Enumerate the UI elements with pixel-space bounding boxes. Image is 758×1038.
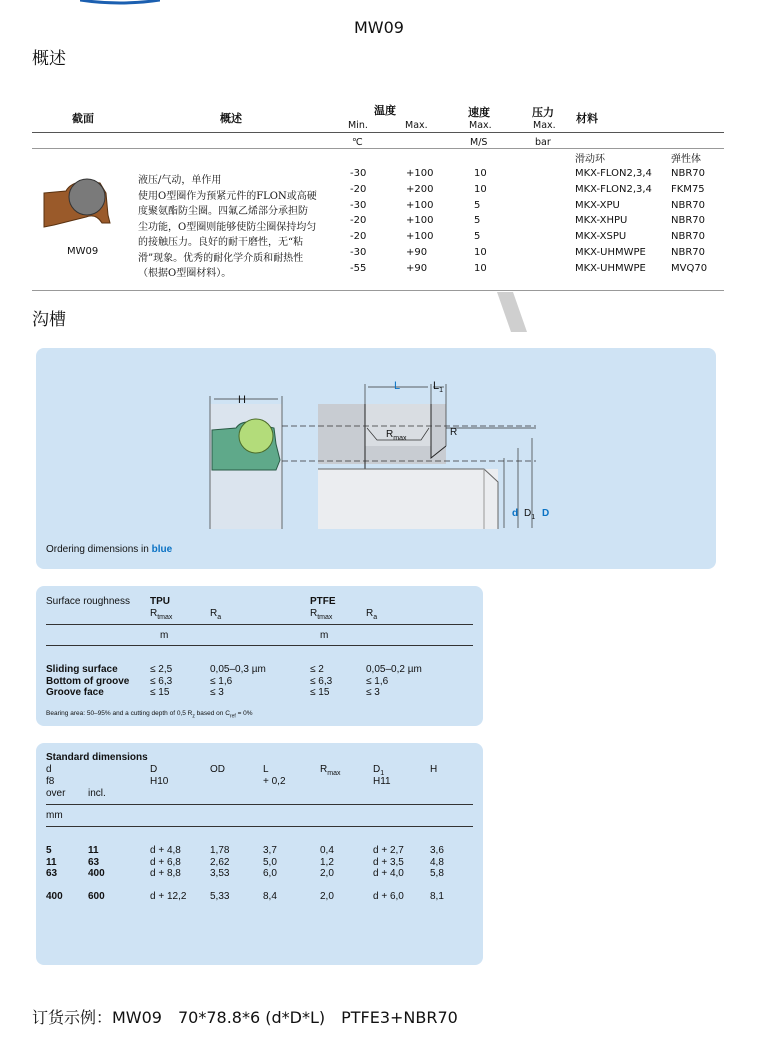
std-rule-1 [46, 804, 473, 805]
std-L: L [263, 764, 269, 775]
description-line: （根据O型圈材料）。 [138, 268, 232, 279]
roughness-cell-tpu_rt: ≤ 6,3 [150, 675, 173, 687]
table-cell-speed: 5 [474, 215, 481, 227]
dim-Rmax-sub: max [393, 435, 407, 442]
table-cell-elast: NBR70 [671, 199, 706, 211]
std-cell-over: 11 [46, 856, 57, 868]
ptfe-rtmax-sub: tmax [317, 614, 333, 621]
roughness-cell-tpu_ra: ≤ 3 [210, 687, 224, 698]
roughness-rule-2 [46, 645, 473, 646]
std-cell-D: d + 12,2 [150, 891, 187, 902]
roughness-note-sub2: ref [229, 713, 236, 720]
std-cell-D: d + 6,8 [150, 856, 181, 868]
groove-diagram [36, 348, 716, 569]
std-unit: mm [46, 810, 63, 821]
tpu-ra-sub: a [217, 614, 222, 621]
col-description: 概述 [220, 112, 242, 125]
dim-H-label: H [238, 394, 246, 406]
roughness-cell-tpu_rt: ≤ 2,5 [150, 664, 173, 675]
dim-R-label: R [450, 427, 458, 438]
std-cell-L: 6,0 [263, 868, 277, 879]
std-Rmax-letter: R [320, 764, 328, 775]
std-incl: incl. [88, 788, 106, 799]
order-example: 订货示例：MW09 70*78.8*6 (d*D*L) PTFE3+NBR70 [32, 1008, 458, 1027]
std-L-tol: + 0,2 [263, 776, 286, 787]
roughness-cell-ptfe_ra: ≤ 1,6 [366, 675, 389, 687]
dim-D1-letter: D [524, 508, 532, 519]
std-cell-R: 0,4 [320, 845, 334, 856]
tpu-ra-letter: R [210, 608, 218, 619]
ptfe-rtmax [310, 608, 332, 621]
col-material: 材料 [576, 112, 598, 125]
col-section: 截面 [72, 112, 94, 125]
std-f8: f8 [46, 776, 55, 787]
tpu-rtmax-letter: R [150, 608, 158, 619]
unit-pressure: bar [535, 137, 551, 148]
table-cell-elast: MVQ70 [671, 262, 708, 274]
std-cell-OD: 3,53 [210, 868, 230, 879]
section-overview-heading: 概述 [32, 49, 66, 69]
description-line: 度聚氨酯防尘圈。四氟乙烯部分承担防 [138, 206, 308, 217]
roughness-cell-tpu_rt: ≤ 15 [150, 687, 170, 698]
std-D: D [150, 764, 158, 775]
col-speed-max: Max. [469, 120, 492, 131]
ptfe-ra-letter: R [366, 608, 374, 619]
table-cell-max: +90 [406, 262, 428, 274]
table-cell-speed: 10 [474, 247, 487, 258]
ptfe-ra-sub: a [373, 614, 378, 621]
tpu-ra [210, 608, 221, 621]
ptfe-ra [366, 608, 377, 621]
table-cell-speed: 5 [474, 199, 481, 211]
description-line: 使用O型圈作为预紧元件的FLON或高硬 [138, 190, 317, 202]
roughness-title: Surface roughness [46, 596, 130, 607]
table-cell-max: +100 [406, 215, 434, 227]
std-D1-letter: D [373, 764, 381, 775]
std-H11: H11 [373, 776, 391, 787]
table-cell-min: -20 [350, 215, 367, 227]
standard-dimensions-panel [36, 743, 483, 965]
page-title: MW09 [354, 18, 404, 37]
roughness-cell-ptfe_rt: ≤ 6,3 [310, 675, 333, 687]
std-H: H [430, 764, 438, 775]
roughness-cell-tpu_ra: 0,05–0,3 µm [210, 664, 266, 675]
std-D1-sub: 1 [380, 770, 385, 777]
description-line: 液压/气动，单作用 [138, 175, 222, 186]
std-cell-H: 8,1 [430, 891, 444, 902]
dim-L1-letter: L [433, 380, 440, 392]
mat-slide-label: 滑动环 [575, 154, 605, 165]
col-temp-max: Max. [405, 120, 428, 131]
std-cell-L: 8,4 [263, 891, 277, 902]
description-line: 尘功能，O型圈则能够使防尘圈保持均匀 [138, 221, 317, 233]
roughness-cell-label: Groove face [46, 687, 104, 698]
table-cell-elast: NBR70 [671, 247, 706, 258]
std-OD: OD [210, 764, 225, 775]
tpu-rtmax [150, 608, 172, 621]
std-cell-OD: 1,78 [210, 845, 230, 856]
table-header-rule [32, 132, 724, 133]
std-cell-D: d + 8,8 [150, 868, 181, 879]
std-cell-over: 400 [46, 891, 63, 902]
table-cell-slide: MKX-UHMWPE [575, 262, 646, 274]
std-cell-R: 2,0 [320, 891, 334, 902]
roughness-cell-ptfe_rt: ≤ 2 [310, 664, 324, 675]
section-groove-heading: 沟槽 [32, 310, 66, 330]
table-cell-elast: NBR70 [671, 231, 706, 243]
table-cell-slide: MKX-FLON2,3,4 [575, 168, 652, 179]
col-temp-min: Min. [348, 120, 368, 131]
unit-speed: M/S [470, 137, 488, 148]
dim-L1-label [433, 380, 443, 394]
std-H10: H10 [150, 776, 169, 787]
col-temperature: 温度 [374, 104, 396, 117]
table-cell-max: +100 [406, 231, 434, 243]
roughness-ptfe: PTFE [310, 596, 336, 607]
std-cell-H: 3,6 [430, 845, 444, 856]
roughness-cell-ptfe_ra: ≤ 3 [366, 687, 380, 698]
roughness-tpu: TPU [150, 596, 170, 607]
table-cell-slide: MKX-XHPU [575, 215, 628, 227]
std-cell-H: 5,8 [430, 868, 444, 879]
description-line: 滑”现象。优秀的耐化学介质和耐热性 [138, 252, 304, 264]
roughness-note-mid: based on C [194, 710, 230, 717]
col-pressure: 压力 [532, 106, 554, 119]
roughness-note [46, 710, 253, 719]
ordering-note [46, 544, 172, 555]
table-cell-max: +90 [406, 247, 428, 258]
table-cell-slide: MKX-FLON2,3,4 [575, 183, 652, 195]
std-cell-OD: 5,33 [210, 891, 230, 902]
profile-drawing [40, 175, 120, 237]
dim-D-label: D [542, 508, 550, 519]
std-cell-incl: 400 [88, 868, 105, 879]
std-cell-L: 3,7 [263, 845, 277, 856]
std-cell-D1: d + 2,7 [373, 845, 404, 856]
dim-Rmax-label [386, 429, 406, 442]
mat-elast-label: 弹性体 [671, 154, 701, 165]
std-cell-D1: d + 4,0 [373, 868, 404, 879]
std-cell-OD: 2,62 [210, 856, 230, 868]
table-cell-speed: 10 [474, 183, 487, 195]
roughness-rule-1 [46, 624, 473, 625]
table-cell-max: +200 [406, 183, 434, 195]
table-unit-rule [32, 148, 724, 149]
std-cell-incl: 11 [88, 845, 99, 856]
dim-L1-sub: 1 [439, 387, 444, 395]
roughness-cell-ptfe_ra: 0,05–0,2 µm [366, 664, 422, 675]
std-cell-D: d + 4,8 [150, 845, 181, 856]
table-cell-min: -30 [350, 168, 367, 179]
std-cell-over: 5 [46, 845, 52, 856]
std-title: Standard dimensions [46, 752, 148, 763]
table-cell-min: -20 [350, 183, 367, 195]
col-speed: 速度 [468, 106, 490, 119]
unit-temp: ℃ [352, 137, 363, 148]
tpu-unit: m [160, 630, 169, 641]
roughness-cell-tpu_ra: ≤ 1,6 [210, 675, 233, 687]
roughness-note-sub1: z [192, 713, 195, 720]
std-cell-D1: d + 3,5 [373, 856, 404, 868]
table-cell-min: -20 [350, 231, 367, 243]
std-cell-H: 4,8 [430, 856, 444, 868]
table-cell-slide: MKX-UHMWPE [575, 247, 646, 258]
std-cell-over: 63 [46, 868, 58, 879]
std-rule-2 [46, 826, 473, 827]
roughness-note-text: Bearing area: 50–95% and a cutting depth of 0,5 R [46, 710, 193, 717]
std-Rmax [320, 764, 340, 777]
top-decoration [80, 0, 160, 6]
roughness-cell-label: Bottom of groove [46, 675, 130, 687]
watermark-stripe [495, 290, 531, 334]
dim-D1-label [524, 508, 535, 521]
table-cell-speed: 5 [474, 231, 481, 243]
table-cell-elast: NBR70 [671, 215, 706, 227]
table-cell-speed: 10 [474, 168, 487, 179]
tpu-rtmax-sub: tmax [157, 614, 173, 621]
std-over: over [46, 788, 66, 799]
std-cell-D1: d + 6,0 [373, 891, 404, 902]
std-cell-incl: 600 [88, 891, 105, 902]
groove-diagram-panel [36, 348, 716, 569]
ptfe-rtmax-letter: R [310, 608, 318, 619]
profile-label: MW09 [67, 246, 99, 257]
dim-d-label: d [512, 508, 519, 519]
std-cell-R: 1,2 [320, 856, 334, 868]
description-text [138, 173, 338, 282]
table-cell-max: +100 [406, 199, 434, 211]
std-Rmax-sub: max [327, 770, 341, 777]
col-pressure-max: Max. [533, 120, 556, 131]
table-cell-min: -30 [350, 247, 367, 258]
table-cell-elast: FKM75 [671, 183, 705, 195]
table-cell-min: -30 [350, 199, 367, 211]
table-cell-slide: MKX-XPU [575, 199, 620, 211]
std-cell-incl: 63 [88, 856, 100, 868]
table-bottom-rule [32, 290, 724, 291]
table-cell-speed: 10 [474, 262, 487, 274]
ordering-note-blue: blue [151, 544, 173, 555]
table-cell-elast: NBR70 [671, 168, 706, 179]
table-cell-min: -55 [350, 262, 367, 274]
description-line: 的接触压力。良好的耐干磨性，无“粘 [138, 237, 304, 248]
std-d: d [46, 764, 52, 775]
std-cell-R: 2,0 [320, 868, 334, 879]
ptfe-unit: m [320, 630, 329, 641]
dim-D1-sub: 1 [531, 514, 536, 521]
table-cell-max: +100 [406, 168, 434, 179]
dim-Rmax-letter: R [386, 429, 394, 440]
roughness-cell-ptfe_rt: ≤ 15 [310, 687, 330, 698]
roughness-panel [36, 586, 483, 726]
dim-L-label: L [394, 380, 401, 392]
roughness-note-end: = 0% [235, 710, 253, 717]
table-cell-slide: MKX-XSPU [575, 231, 627, 243]
std-cell-L: 5,0 [263, 856, 277, 868]
ordering-note-text: Ordering dimensions in [46, 544, 152, 555]
roughness-cell-label: Sliding surface [46, 664, 118, 675]
